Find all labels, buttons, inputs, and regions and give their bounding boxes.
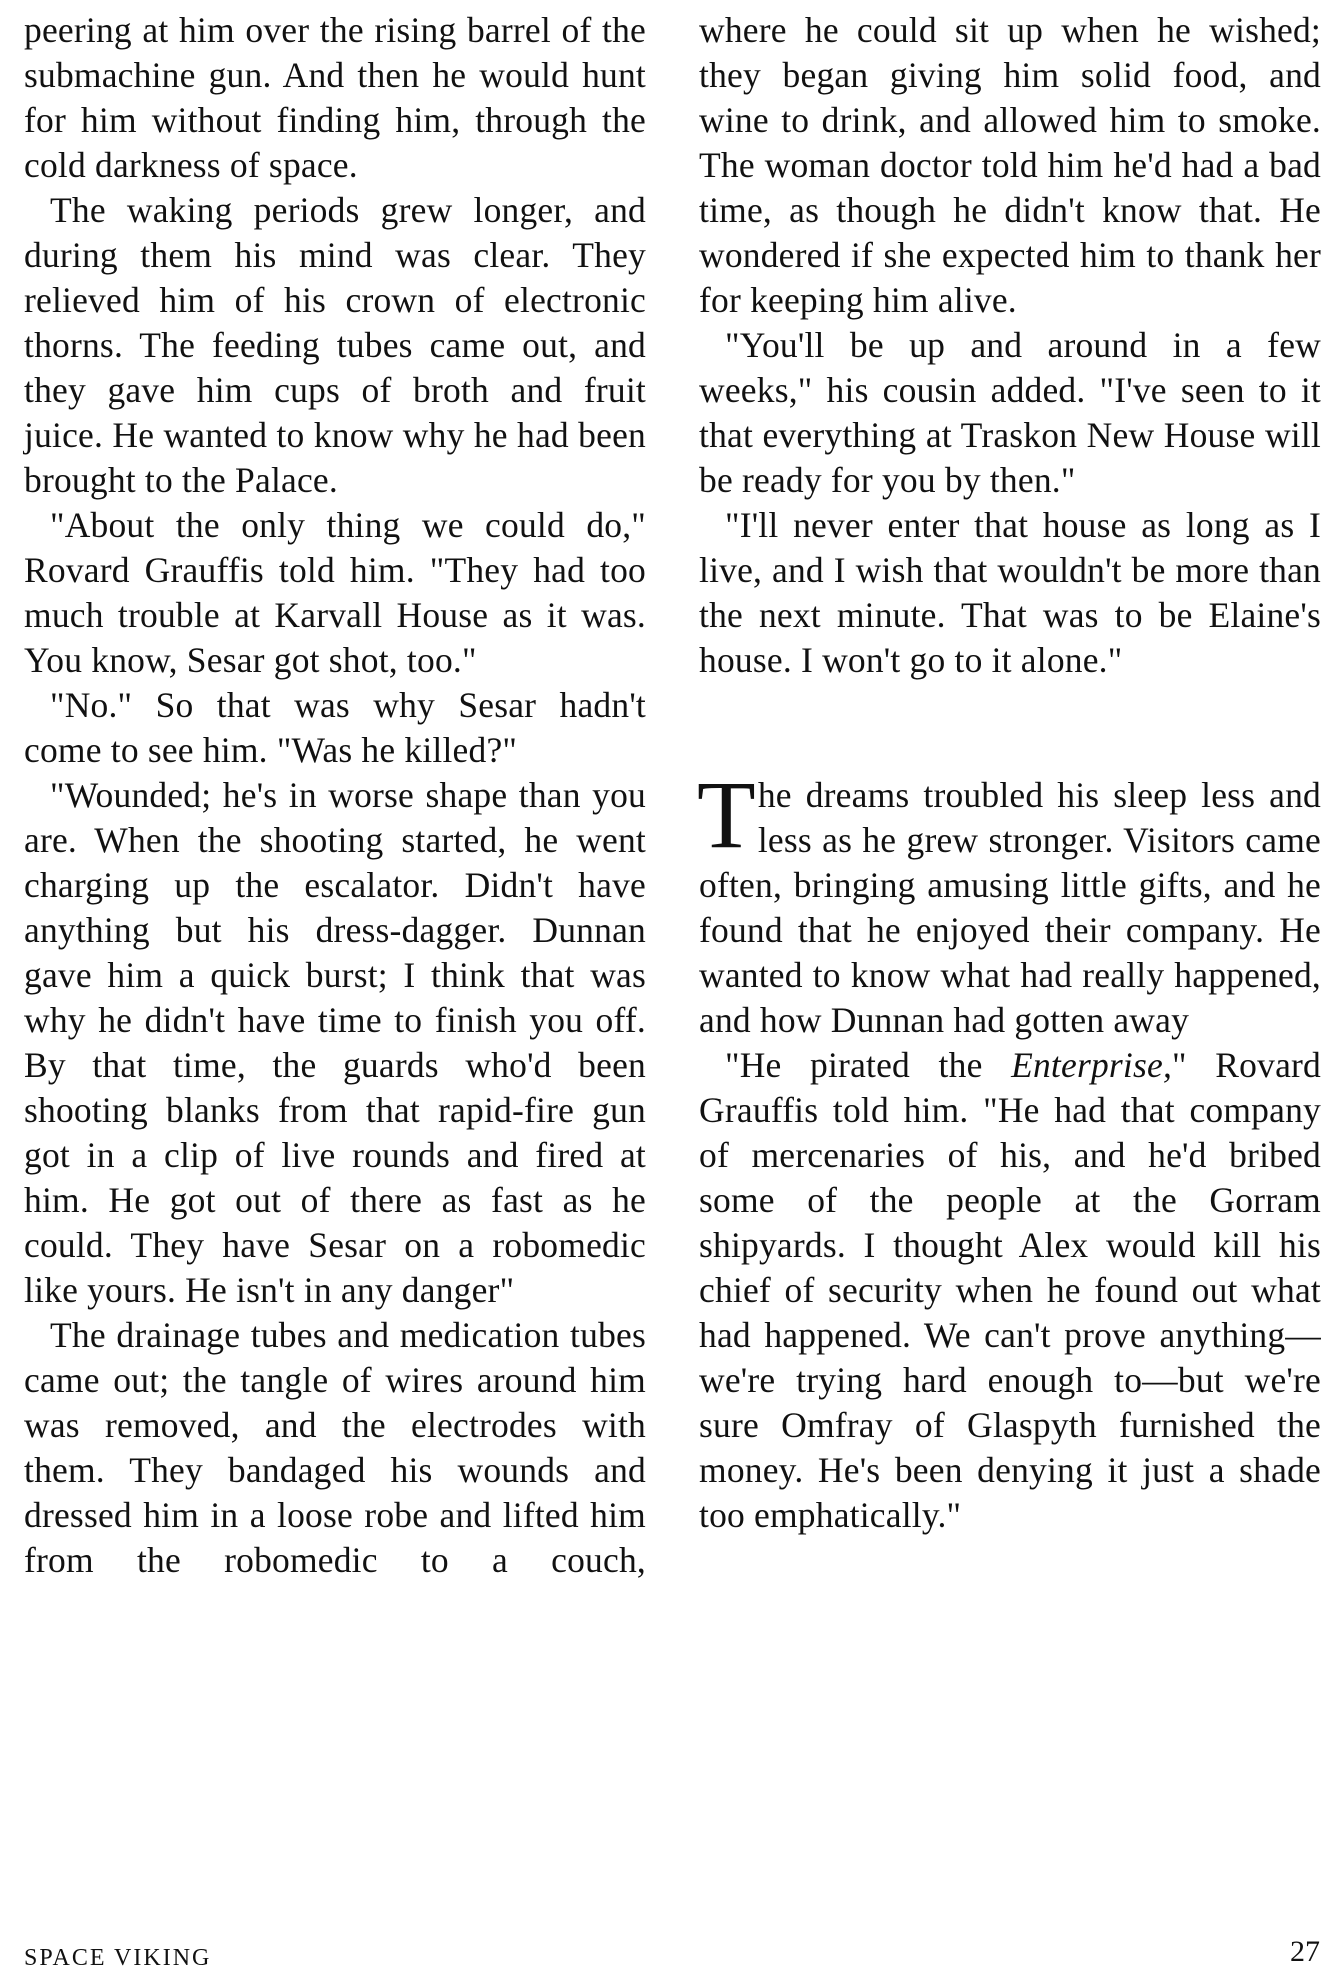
section-break [699,683,1321,773]
right-column [699,8,1321,1538]
paragraph-text: he dreams troubled his sleep less and less as he grew stronger. Visitors came often, bringing amusing little gifts, and he found that he enjoyed their company. He wanted to know what had really happened, and how Dunnan had gotten away [699,775,1321,1040]
paragraph: "No." So that was why Sesar hadn't come to see him. "Was he killed?" [24,685,646,770]
running-title: SPACE VIKING [24,1945,212,1971]
paragraph: The waking periods grew longer, and during them his mind was clear. They relieved him of his crown of electronic thorns. The feeding tubes came out, and they gave him cups of broth and fruit juice. He wanted to know why he had been brought to the Palace. [24,190,646,500]
paragraph-text: " Rovard Grauffis told him. "He had that company of mercenaries of his, and he'd bribed some of the people at the Gorram shipyards. I thought Alex would kill his chief of security when he found out what had happened. We can't prove anything—we're trying hard enough to—but we're sure Omfray of Glaspyth furnished the money. He's been denying it just a shade too emphatically." [699,1045,1322,1535]
paragraph: "Wounded; he's in worse shape than you are. When the shooting started, he went charging up the escalator. Didn't have anything but his dress-dagger. Dunnan gave him a quick burst; I think that was why he didn't have time to finish you off. By that time, the guards who'd been shooting blanks from that rapid-fire gun got in a clip of live rounds and fired at him. He got out of there as fast as he could. They have Sesar on a robomedic like yours. He isn't in any danger" [24,775,646,1310]
paragraph-text: "He pirated the [725,1045,1012,1085]
page-number: 27 [1290,1935,1320,1968]
paragraph: where he could sit up when he wished; they began giving him solid food, and wine to drink, and allowed him to smoke. The woman doctor told him he'd had a bad time, as though he didn't know that. He wondered if she expected him to thank her for keeping him alive. [699,10,1321,320]
drop-cap: T [697,761,756,868]
paragraph: The drainage tubes and medication tubes came out; the tangle of wires around him was removed, and the electrodes with them. They bandaged his wounds and dressed him in a loose robe and lifted him from the robomedic to a couch, [24,1315,646,1580]
paragraph: "You'll be up and around in a few weeks," his cousin added. "I've seen to it that everything at Traskon New House will be ready for you by then." [699,325,1321,500]
paragraph: "About the only thing we could do," Rovard Grauffis told him. "They had too much trouble at Karvall House as it was. You know, Sesar got shot, too." [24,505,646,680]
left-column [24,8,646,1583]
section-opening-paragraph [697,761,1321,1043]
paragraph [699,1043,1321,1538]
ship-name: Enterprise, [1011,1045,1173,1085]
page-footer [24,1935,1320,1975]
paragraph: "I'll never enter that house as long as I live, and I wish that wouldn't be more than the next minute. That was to be Elaine's house. I won't go to it alone." [699,505,1321,680]
paragraph: peering at him over the rising barrel of the submachine gun. And then he would hunt for him without finding him, through the cold darkness of space. [24,10,646,185]
